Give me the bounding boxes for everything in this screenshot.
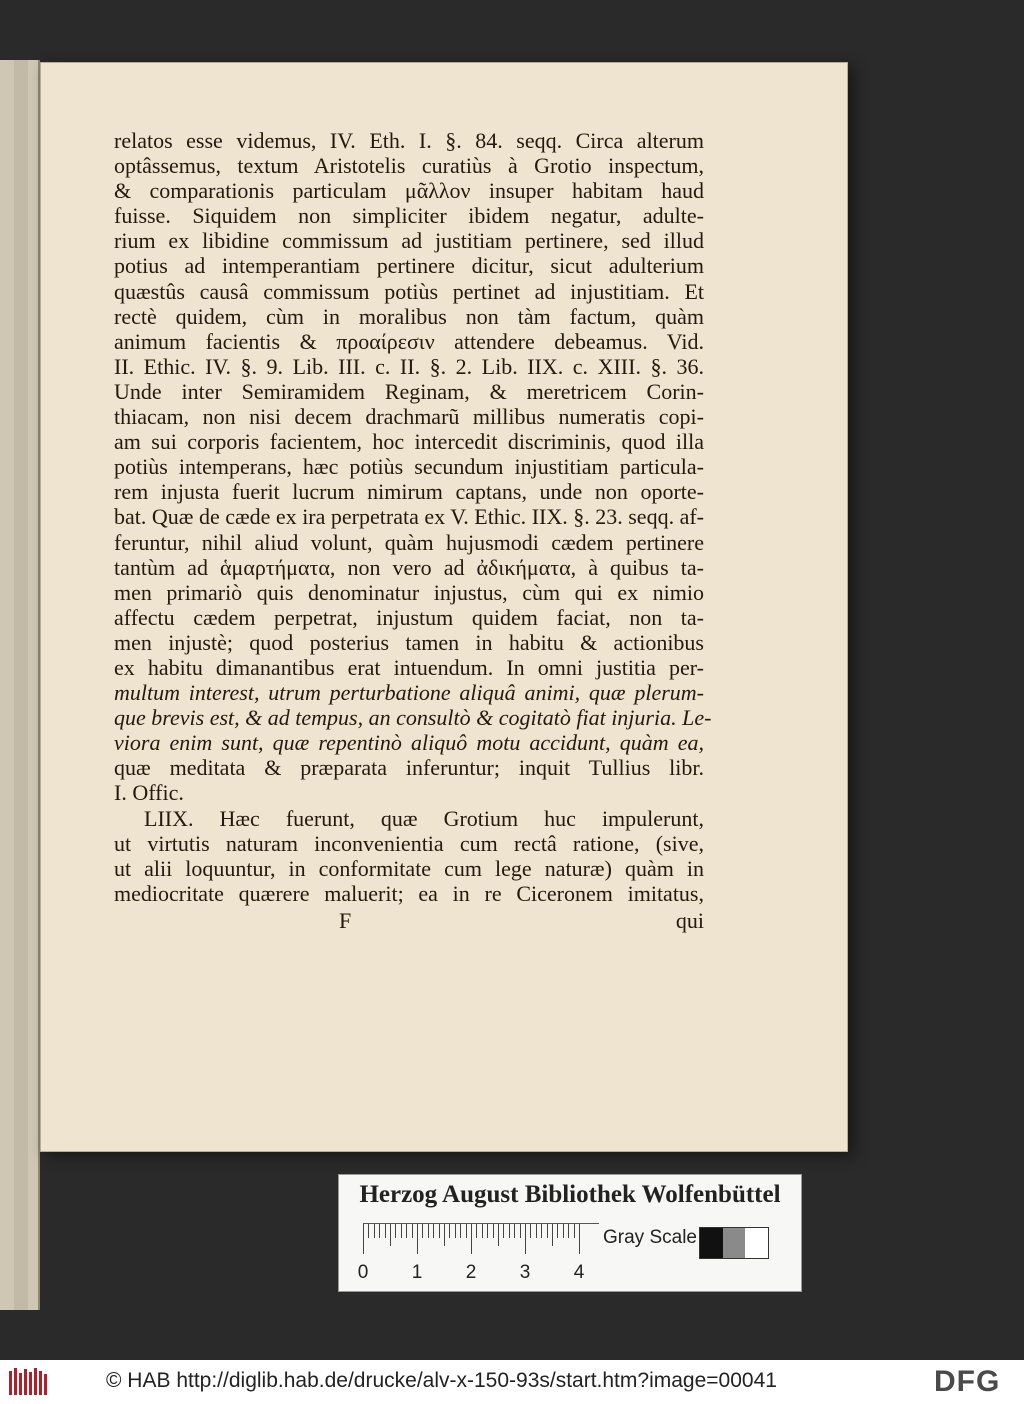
ruler-tick — [422, 1224, 423, 1238]
ruler-tick — [563, 1224, 564, 1238]
scale-ruler — [357, 1223, 599, 1283]
ruler-tick — [547, 1224, 548, 1238]
text-line: tantùm ad ἁμαρτήματα, non vero ad ἀδικήματα, à quibus ta- — [114, 554, 704, 580]
text-line: I. Offic. — [114, 780, 184, 806]
ruler-number: 0 — [357, 1262, 369, 1283]
text-line: potius ad intemperantiam pertinere dicitur, sicut adulterium — [114, 253, 704, 279]
ruler-tick — [493, 1224, 494, 1238]
ruler-tick — [514, 1224, 515, 1238]
text-line: ut alii loquuntur, in conformitate cum lege naturæ) quàm in — [114, 855, 704, 881]
page-foot — [114, 908, 704, 933]
ruler-number: 4 — [573, 1262, 585, 1283]
ruler-tick — [466, 1224, 467, 1238]
ruler-number: 2 — [465, 1262, 477, 1283]
ruler-tick — [455, 1224, 456, 1238]
ruler-tick — [530, 1224, 531, 1238]
paragraph-start: LIIX. Hæc fuerunt, quæ Grotium huc impulerunt, — [144, 805, 704, 831]
library-name: Herzog August Bibliothek Wolfenbüttel — [359, 1181, 781, 1208]
ruler-tick — [439, 1224, 440, 1238]
swatch-black — [700, 1228, 723, 1258]
ruler-tick — [536, 1224, 537, 1238]
ruler-tick — [379, 1224, 380, 1238]
text-line: ex habitu dimanantibus erat intuendum. In omni justitia per- — [114, 654, 704, 680]
ruler-tick — [552, 1224, 553, 1246]
text-line: potiùs intemperans, hæc potiùs secundum injustitiam particula- — [114, 454, 704, 480]
ruler-tick — [428, 1224, 429, 1238]
ruler-tick — [433, 1224, 434, 1238]
text-line: optâssemus, textum Aristotelis curatiùs à Grotio inspectum, — [114, 153, 704, 179]
text-line: & comparationis particulam μᾶλλον insuper habitam haud — [114, 178, 704, 204]
swatch-gray — [723, 1228, 746, 1258]
text-line: mediocritate quærere maluerit; ea in re Ciceronem imitatus, — [114, 880, 704, 906]
text-line: affectu cædem perpetrat, injustum quidem faciat, non ta- — [114, 604, 704, 630]
text-line: II. Ethic. IV. §. 9. Lib. III. c. II. §. 2. Lib. IIX. c. XIII. §. 36. — [114, 353, 704, 379]
ruler-tick — [557, 1224, 558, 1238]
text-line: ut virtutis naturam inconvenientia cum rectâ ratione, (sive, — [114, 830, 704, 856]
ruler-tick — [520, 1224, 521, 1238]
ruler-tick — [444, 1224, 445, 1246]
book-page — [40, 62, 848, 1152]
ruler-tick — [385, 1224, 386, 1238]
text-line: relatos esse videmus, IV. Eth. I. §. 84. seqq. Circa alterum — [114, 128, 704, 153]
text-line: Unde inter Semiramidem Reginam, & meretricem Corin- — [114, 378, 704, 404]
footer-bar — [0, 1360, 1024, 1404]
ruler-tick — [579, 1224, 580, 1254]
ruler-tick — [374, 1224, 375, 1238]
color-reference-card — [338, 1174, 802, 1292]
ruler-number: 3 — [519, 1262, 531, 1283]
ruler-tick — [525, 1224, 526, 1254]
ruler-tick — [417, 1224, 418, 1254]
ruler-number: 1 — [411, 1262, 423, 1283]
text-line: bat. Quæ de cæde ex ira perpetrata ex V. Ethic. IIX. §. 23. seqq. af- — [114, 504, 704, 530]
ruler-tick — [395, 1224, 396, 1238]
ruler-tick — [406, 1224, 407, 1238]
hab-logo-icon — [8, 1367, 48, 1397]
ruler-tick — [487, 1224, 488, 1238]
ruler-tick — [476, 1224, 477, 1238]
ruler-tick — [368, 1224, 369, 1238]
ruler-tick — [498, 1224, 499, 1246]
catchword: qui — [675, 907, 704, 933]
ruler-tick — [482, 1224, 483, 1238]
ruler-tick — [471, 1224, 472, 1254]
ruler-tick — [574, 1224, 575, 1238]
text-line: animum facientis & προαίρεσιν attendere debeamus. Vid. — [114, 328, 704, 354]
ruler-tick — [401, 1224, 402, 1238]
grayscale-swatches — [699, 1227, 769, 1259]
text-line: rium ex libidine commissum ad justitiam pertinere, sed illud — [114, 228, 704, 254]
text-line: fuisse. Siquidem non simpliciter ibidem negatur, adulte- — [114, 203, 704, 229]
text-line: rectè quidem, cùm in moralibus non tàm factum, quàm — [114, 303, 704, 329]
text-line: am sui corporis facientem, hoc intercedit discriminis, quod illa — [114, 429, 704, 455]
ruler-tick — [449, 1224, 450, 1238]
text-line: quæ meditata & præparata inferuntur; inquit Tullius libr. — [114, 755, 704, 781]
text-line-quote: viora enim sunt, quæ repentinò aliquô motu accidunt, quàm ea, — [114, 730, 704, 756]
dfg-logo: DFG — [934, 1365, 1001, 1398]
text-line: men injustè; quod posterius tamen in habitu & actionibus — [114, 629, 704, 655]
text-line: quæstûs causâ commissum potiùs pertinet ad injustitiam. Et — [114, 278, 704, 304]
ruler-tick — [363, 1224, 364, 1254]
text-line: feruntur, nihil aliud volunt, quàm hujusmodi cædem pertinere — [114, 529, 704, 555]
text-line: men primariò quis denominatur injustus, cùm qui ex nimio — [114, 579, 704, 605]
text-line-quote: que brevis est, & ad tempus, an consultò & cogitatò fiat injuria. Le- — [114, 705, 712, 731]
text-line: rem injusta fuerit lucrum nimirum captans, unde non oporte- — [114, 479, 704, 505]
copyright-url[interactable]: © HAB http://diglib.hab.de/drucke/alv-x-150-93s/start.htm?image=00041 — [106, 1369, 777, 1392]
ruler-tick — [509, 1224, 510, 1238]
text-line-quote: multum interest, utrum perturbatione aliquâ animi, quæ plerum- — [114, 680, 704, 706]
ruler-tick — [503, 1224, 504, 1238]
ruler-tick — [541, 1224, 542, 1238]
page-text — [114, 128, 712, 933]
text-line: thiacam, non nisi decem drachmarũ millibus numeratis copi- — [114, 404, 704, 430]
adjacent-page-edge — [0, 60, 40, 1310]
signature-mark: F — [339, 907, 352, 933]
ruler-tick — [568, 1224, 569, 1238]
ruler-tick — [460, 1224, 461, 1238]
page-edge-shadow — [14, 60, 28, 1310]
swatch-white — [745, 1228, 768, 1258]
ruler-tick — [390, 1224, 391, 1246]
ruler-tick — [412, 1224, 413, 1238]
grayscale-label: Gray Scale — [603, 1227, 697, 1248]
